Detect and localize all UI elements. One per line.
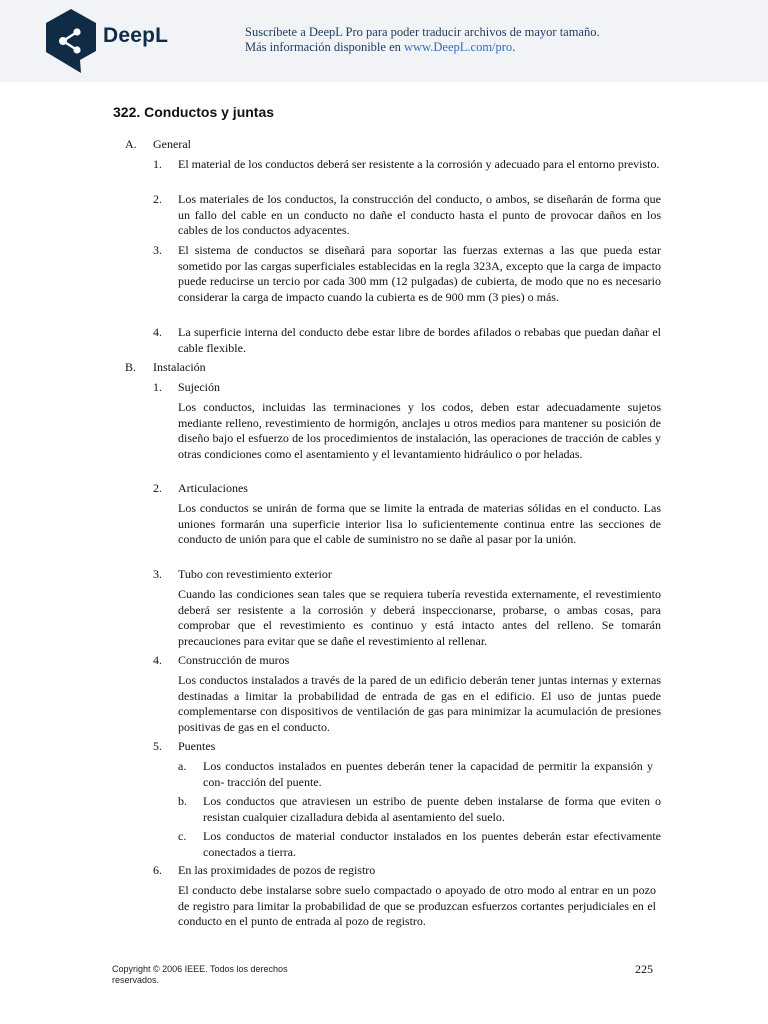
paragraph-b6: El conducto debe instalarse sobre suelo compactado o apoyado de otro modo al entrar en un pozo de registro para limitar la probabilidad de que se produzcan esfuerzos cortantes perjudiciales en el conducto en el punto de entrada al pozo de registro. [178, 883, 656, 928]
subheading-sujecion: Sujeción [178, 380, 220, 394]
paragraph-a1: El material de los conductos deberá ser resistente a la corrosión y adecuado para el entorno previsto. [178, 157, 660, 171]
deepl-pro-link[interactable]: www.DeepL.com/pro [404, 40, 513, 54]
page-number: 225 [635, 962, 653, 976]
subheading-pozos-registro: En las proximidades de pozos de registro [178, 863, 376, 877]
paragraph-b5a: Los conductos instalados en puentes deberán tener la capacidad de permitir la expansión y con- tracción del puente. [203, 759, 653, 789]
item-number: 4. [153, 653, 162, 667]
subheading-tubo-revestimiento: Tubo con revestimiento exterior [178, 567, 332, 581]
heading-general: General [153, 137, 191, 151]
subitem-letter: b. [178, 794, 187, 808]
subheading-puentes: Puentes [178, 739, 216, 753]
heading-instalacion: Instalación [153, 360, 206, 374]
footer-copyright: Copyright © 2006 IEEE. Todos los derechos reservados. [112, 964, 288, 985]
item-number: 1. [153, 380, 162, 394]
subheading-articulaciones: Articulaciones [178, 481, 248, 495]
paragraph-b5b: Los conductos que atraviesen un estribo de puente deben instalarse de forma que eviten o resistan cualquier cizalladura debida al asentamiento del suelo. [203, 794, 661, 824]
paragraph-b1: Los conductos, incluidas las terminaciones y los codos, deben estar adecuadamente sujetos mediante relleno, revestimiento de hormigón, anclajes u otros medios para mantener su posición de diseño bajo el esfuerzo de los procedimientos de instalación, las operaciones de tracción de cables y otras condiciones como el asentamiento y el levantamiento hidráulico o por heladas. [178, 400, 661, 461]
item-number: 5. [153, 739, 162, 753]
banner-line-1: Suscríbete a DeepL Pro para poder traducir archivos de mayor tamaño. [245, 25, 600, 39]
banner-message [245, 25, 600, 55]
deepl-promo-banner [0, 0, 768, 82]
heading-letter-a: A. [125, 137, 137, 151]
paragraph-a2: Los materiales de los conductos, la construcción del conducto, o ambos, se diseñarán de forma que un fallo del cable en un conducto no dañe el conducto hasta el punto de provocar daños en los cables de los conductos adyacentes. [178, 192, 661, 237]
paragraph-a3: El sistema de conductos se diseñará para soportar las fuerzas externas a las que pueda estar sometido por las cargas superficiales establecidas en la regla 323A, excepto que la carga de impacto puede reducirse un tercio por cada 300 mm (12 pulgadas) de cubierta, de modo que no es necesario considerar la carga de impacto cuando la cubierta es de 900 mm (3 pies) o más. [178, 243, 661, 304]
banner-line-2: Más información disponible en www.DeepL.com/pro. [245, 40, 516, 54]
item-number: 2. [153, 481, 162, 495]
item-number: 4. [153, 325, 162, 339]
heading-letter-b: B. [125, 360, 137, 374]
paragraph-b4: Los conductos instalados a través de la pared de un edificio deberán tener juntas internas y externas destinadas a limitar la probabilidad de entrada de gas en el edificio. El uso de juntas puede complementarse con dispositivos de ventilación de gas para minimizar la acumulación de presiones positivas de gas en el conducto. [178, 673, 661, 734]
item-number: 1. [153, 157, 162, 171]
subitem-letter: a. [178, 759, 187, 773]
deepl-logo-icon[interactable] [44, 8, 98, 74]
subitem-letter: c. [178, 829, 187, 843]
item-number: 2. [153, 192, 162, 206]
item-number: 6. [153, 863, 162, 877]
paragraph-b5c: Los conductos de material conductor instalados en los puentes deberán estar efectivamente conectados a tierra. [203, 829, 661, 859]
item-number: 3. [153, 243, 162, 257]
deepl-logo-text[interactable]: DeepL [103, 24, 169, 47]
paragraph-b3: Cuando las condiciones sean tales que se requiera tubería revestida externamente, el revestimiento deberá ser resistente a la corrosión y deberá inspeccionarse, probarse, o ambas cosas, para comprobar que el revestimiento es continuo y está intacto antes del relleno. Se tomarán precauciones para evitar que se dañe el revestimiento al rellenar. [178, 587, 661, 648]
paragraph-b2: Los conductos se unirán de forma que se limite la entrada de materias sólidas en el conducto. Las uniones formarán una superficie interior lisa lo suficientemente continua entre las secciones de conducto de unión para que el cable de suministro no se dañe al pasar por la unión. [178, 501, 661, 546]
paragraph-a4: La superficie interna del conducto debe estar libre de bordes afilados o rebabas que puedan dañar el cable flexible. [178, 325, 661, 355]
item-number: 3. [153, 567, 162, 581]
section-title: 322. Conductos y juntas [113, 104, 275, 120]
subheading-construccion-muros: Construcción de muros [178, 653, 290, 667]
